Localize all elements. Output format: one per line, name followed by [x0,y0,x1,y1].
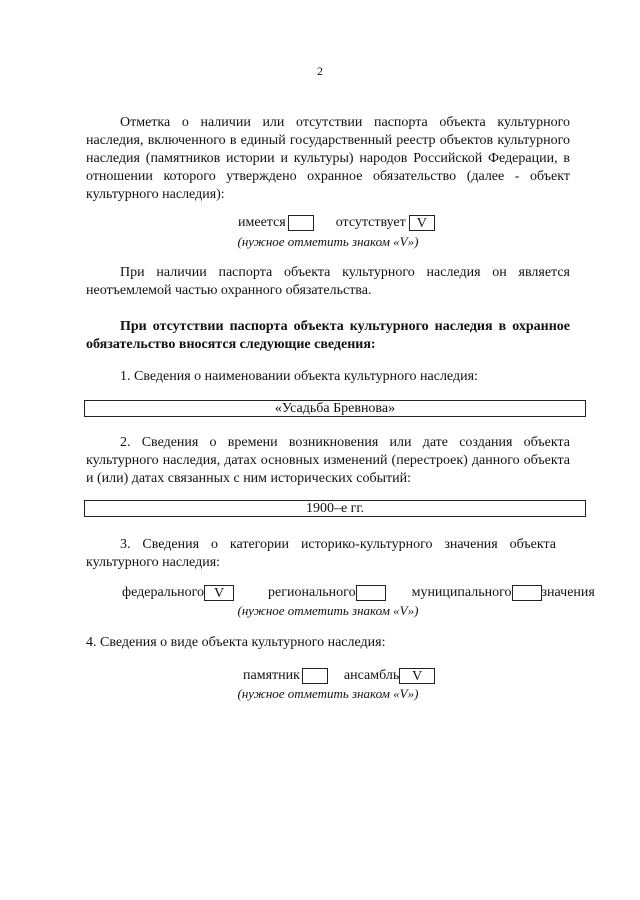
page-number: 2 [317,64,323,78]
type-choice-row [243,667,435,685]
regional-label: регионального [268,585,356,600]
municipal-label: муниципального [411,585,512,600]
creation-date-field[interactable]: 1900–е гг. [84,500,586,517]
monument-label: памятник [243,668,300,683]
municipal-checkbox[interactable] [512,585,542,601]
section2-title: 2. Сведения о времени возникновения или дате создания объекта культурного наследия, датах основных изменений (перестроек) данного объекта и (или) датах связанных с ним исторических событий: [86,435,570,486]
passport-note-paragraph: При наличии паспорта объекта культурного наследия он является неотъемлемой частью охранного обязательства. [86,265,570,298]
intro-paragraph: Отметка о наличии или отсутствии паспорта объекта культурного наследия, включенного в единый государственный реестр объектов культурного наследия (памятников истории и культуры) народов Российской Федерации, в отношении которого утверждено охранное обязательство (далее - объект культурного наследия): [86,115,570,202]
ensemble-checkbox[interactable]: V [399,668,435,684]
federal-label: федерального [122,585,205,600]
category-choice-row [122,584,595,602]
has-passport-label: имеется [238,215,286,230]
absent-passport-checkbox[interactable]: V [409,215,435,231]
ensemble-label: ансамбль [343,668,400,683]
passport-choice-note: (нужное отметить знаком «V») [237,234,419,249]
section4-title: 4. Сведения о виде объекта культурного наследия: [86,635,386,650]
significance-suffix: значения [541,585,595,600]
federal-checkbox[interactable]: V [204,585,234,601]
object-name-field[interactable]: «Усадьба Бревнова» [84,400,586,417]
section1-title: 1. Сведения о наименовании объекта культурного наследия: [120,369,478,384]
has-passport-checkbox[interactable] [288,215,314,231]
monument-checkbox[interactable] [302,668,328,684]
absent-passport-label: отсутствует [335,215,406,230]
section3-title: 3. Сведения о категории историко-культурного значения объекта культурного наследия: [86,537,556,570]
category-choice-note: (нужное отметить знаком «V») [237,603,419,618]
absent-heading: При отсутствии паспорта объекта культурного наследия в охранное обязательство вносятся следующие сведения: [86,319,570,352]
regional-checkbox[interactable] [356,585,386,601]
type-choice-note: (нужное отметить знаком «V») [237,686,419,701]
passport-choice-row [238,214,435,232]
